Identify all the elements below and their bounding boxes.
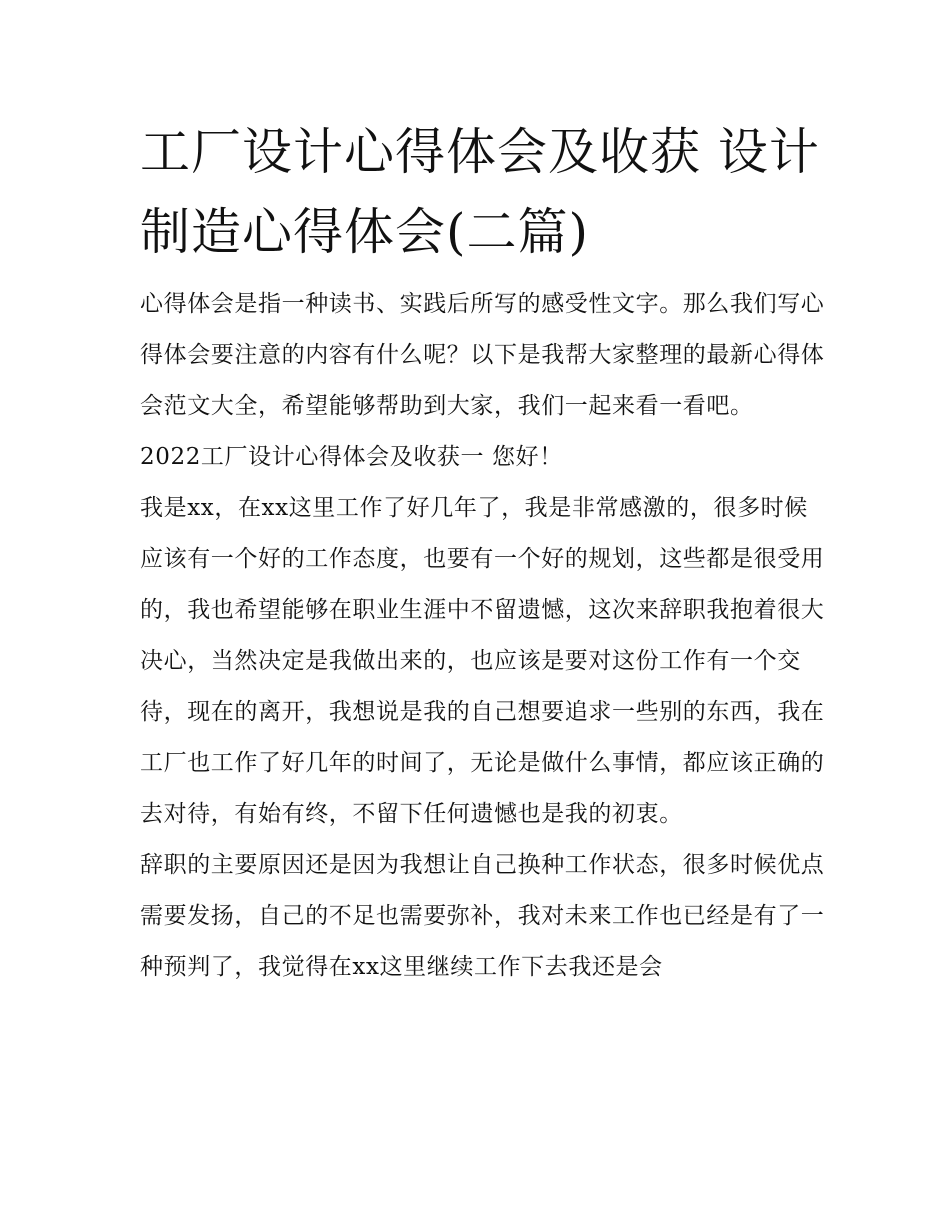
document-body — [140, 279, 830, 993]
document-title — [140, 112, 820, 272]
body-paragraph: 我是xx，在xx这里工作了好几年了，我是非常感激的，很多时候应该有一个好的工作态度，也要有一个好的规划，这些都是很受用的，我也希望能够在职业生涯中不留遗憾，这次来辞职我抱着很大决心，当然决定是我做出来的，也应该是要对这份工作有一个交待，现在的离开，我想说是我的自己想要追求一些别的东西，我在工厂也工作了好几年的时间了，无论是做什么事情，都应该正确的去对待，有始有终，不留下任何遗憾也是我的初衷。 — [140, 495, 825, 827]
body-paragraph: 辞职的主要原因还是因为我想让自己换种工作状态，很多时候优点需要发扬，自己的不足也需要弥补，我对未来工作也已经是有了一种预判了，我觉得在xx这里继续工作下去我还是会 — [140, 852, 825, 980]
section-heading-paragraph: 2022工厂设计心得体会及收获一 您好！ — [140, 444, 563, 470]
intro-paragraph: 心得体会是指一种读书、实践后所写的感受性文字。那么我们写心得体会要注意的内容有什么呢？以下是我帮大家整理的最新心得体会范文大全，希望能够帮助到大家，我们一起来看一看吧。 — [140, 291, 825, 419]
title-line-2: 制造心得体会(二篇) — [140, 203, 590, 261]
title-line-1: 工厂设计心得体会及收获 设计 — [140, 123, 820, 181]
